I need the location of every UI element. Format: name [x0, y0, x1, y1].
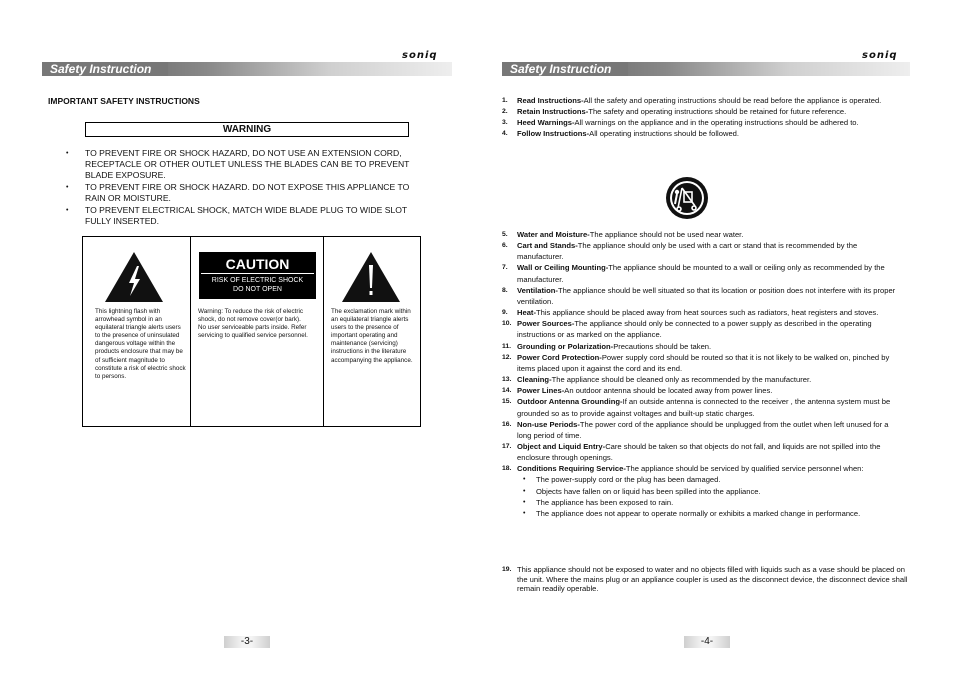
- important-heading: IMPORTANT SAFETY INSTRUCTIONS: [48, 96, 200, 106]
- service-conditions-list: [517, 474, 902, 519]
- list-item: 6. Cart and Stands-The appliance should only be used with a cart or stand that is recommended by the manufacturer.: [502, 241, 858, 262]
- service-condition: • The appliance has been exposed to rain.: [517, 497, 902, 508]
- section-title: Safety Instruction: [42, 62, 168, 76]
- list-item: 1. Read Instructions-All the safety and operating instructions should be read before the appliance is operated.: [502, 96, 882, 105]
- list-item: 18. Conditions Requiring Service-The appliance should be serviced by qualified service personnel when:: [502, 464, 864, 474]
- lightning-column: [83, 237, 190, 426]
- list-item: 11. Grounding or Polarization-Precautions should be taken.: [502, 341, 712, 351]
- service-condition: • Objects have fallen on or liquid has been spilled into the appliance.: [517, 486, 902, 497]
- caution-description: Warning: To reduce the risk of electric shock, do not remove cover(or bark). No user serviceable parts inside. Refer servicing to qualified service personnel.: [198, 308, 308, 340]
- list-item: 14. Power Lines-An outdoor antenna should be located away from power lines.: [502, 386, 773, 396]
- list-item: [502, 474, 902, 519]
- brand-logo: soniq: [402, 50, 438, 61]
- list-item: 10. Power Sources-The appliance should only be connected to a power supply as described in the operating instructions or as marked on the appliance.: [502, 319, 872, 340]
- list-item: 4. Follow Instructions-All operating instructions should be followed.: [502, 129, 739, 139]
- service-condition: • The power-supply cord or the plug has been damaged.: [517, 474, 902, 485]
- list-item: 7. Wall or Ceiling Mounting-The appliance should be mounted to a wall or ceiling only as recommended by the manufacturer.: [502, 263, 885, 284]
- list-item: 15. Outdoor Antenna Grounding-If an outside antenna is connected to the receiver , the antenna system must be grounded so as to provide against voltages and built-up static charges.: [502, 397, 891, 418]
- warning-item: • TO PREVENT FIRE OR SHOCK HAZARD, DO NOT USE AN EXTENSION CORD, RECEPTACLE OR OTHER OUTLET UNLESS THE BLADES CAN BE TO PREVENT BLADE EXPOSURE.: [66, 148, 432, 182]
- exclamation-column: [323, 237, 420, 426]
- warning-label: WARNING: [222, 124, 272, 135]
- lightning-description: This lightning flash with arrowhead symbol in an equilateral triangle alerts users to the presence of uninsulated dangerous voltage within the products enclosure that may be of sufficient magnitude to constitute a risk of electric shock to persons.: [95, 308, 186, 380]
- list-item: 5. Water and Moisture-The appliance should not be used near water.: [502, 230, 744, 239]
- warning-item: • TO PREVENT ELECTRICAL SHOCK, MATCH WIDE BLADE PLUG TO WIDE SLOT FULLY INSERTED.: [66, 205, 432, 227]
- warning-list: [66, 148, 432, 227]
- exclamation-triangle-icon: [341, 251, 401, 303]
- warning-box: [85, 122, 409, 137]
- section-title: Safety Instruction: [502, 62, 628, 76]
- item-19: [502, 565, 908, 594]
- list-item: 16. Non-use Periods-The power cord of the appliance should be unplugged from the outlet when left unused for a long period of time.: [502, 419, 889, 440]
- caution-column: [190, 237, 323, 426]
- list-item: 8. Ventilation-The appliance should be well situated so that its location or position does not interfere with its proper ventilation.: [502, 285, 896, 306]
- list-item: 9. Heat-This appliance should be placed away from heat sources such as radiators, heat registers and stoves.: [502, 308, 879, 318]
- brand-logo: soniq: [862, 50, 898, 61]
- lightning-triangle-icon: [104, 251, 164, 303]
- item-19-text: This appliance should not be exposed to water and no objects filled with liquids such as a vase should be placed on the unit. Where the mains plug or an appliance coupler is used as the disconnect device, the disconnect device shall remain readily operable.: [517, 565, 908, 594]
- caution-line2: DO NOT OPEN: [233, 285, 282, 293]
- item-19-number: 19.: [502, 566, 512, 573]
- instructions-list-top: [502, 95, 894, 140]
- exclamation-description: The exclamation mark within an equilateral triangle alerts users to the presence of important operating and maintenance (servicing) instructions in the literature accompanying the appliance.: [331, 308, 413, 364]
- caution-label-panel: [199, 252, 316, 299]
- cart-warning-icon: [665, 176, 709, 220]
- caution-line1: RISK OF ELECTRIC SHOCK: [211, 277, 304, 284]
- instructions-list-bottom: [502, 229, 902, 519]
- warning-item: • TO PREVENT FIRE OR SHOCK HAZARD. DO NOT EXPOSE THIS APPLIANCE TO RAIN OR MOISTURE.: [66, 182, 432, 204]
- list-item: 2. Retain Instructions-The safety and operating instructions should be retained for future reference.: [502, 107, 847, 117]
- page-number: -4-: [684, 636, 730, 648]
- caution-title: CAUTION: [201, 252, 314, 274]
- list-item: 13. Cleaning-The appliance should be cleaned only as recommended by the manufacturer.: [502, 375, 812, 385]
- service-condition: • The appliance does not appear to operate normally or exhibits a marked change in performance.: [517, 508, 902, 519]
- list-item: 3. Heed Warnings-All warnings on the appliance and in the operating instructions should be adhered to.: [502, 118, 859, 128]
- list-item: 17. Object and Liquid Entry-Care should be taken so that objects do not fall, and liquids are not spilled into the enclosure through openings.: [502, 441, 881, 463]
- page-number: -3-: [224, 636, 270, 648]
- caution-symbols-table: [82, 236, 421, 427]
- list-item: 12. Power Cord Protection-Power supply cord should be routed so that it is not likely to be walked on, pinched by items placed upon it against the cord and its end.: [502, 352, 890, 373]
